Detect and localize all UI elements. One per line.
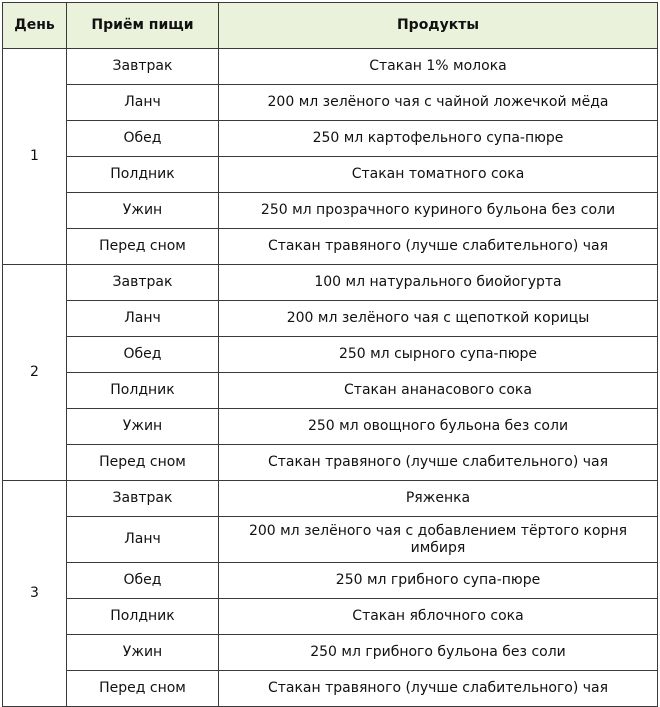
product-cell: Ряженка <box>219 481 658 517</box>
product-cell: Стакан 1% молока <box>219 49 658 85</box>
table-row <box>3 337 658 373</box>
product-cell: 250 мл картофельного супа-пюре <box>219 121 658 157</box>
product-cell: 250 мл прозрачного куриного бульона без соли <box>219 193 658 229</box>
table-row <box>3 49 658 85</box>
meal-cell: Перед сном <box>67 229 219 265</box>
day-cell: 2 <box>3 265 67 481</box>
table-row <box>3 373 658 409</box>
product-cell: 250 мл сырного супа-пюре <box>219 337 658 373</box>
meal-cell: Ужин <box>67 635 219 671</box>
product-cell: 250 мл овощного бульона без соли <box>219 409 658 445</box>
product-cell: Стакан травяного (лучше слабительного) чая <box>219 229 658 265</box>
meal-cell: Обед <box>67 563 219 599</box>
product-cell: 200 мл зелёного чая с щепоткой корицы <box>219 301 658 337</box>
header-products: Продукты <box>219 3 658 49</box>
meal-cell: Завтрак <box>67 481 219 517</box>
table-row <box>3 85 658 121</box>
product-cell: Стакан яблочного сока <box>219 599 658 635</box>
product-cell: 250 мл грибного супа-пюре <box>219 563 658 599</box>
meal-cell: Перед сном <box>67 445 219 481</box>
day-cell: 3 <box>3 481 67 707</box>
table-row <box>3 409 658 445</box>
meal-cell: Ужин <box>67 193 219 229</box>
product-cell: Стакан травяного (лучше слабительного) чая <box>219 671 658 707</box>
table-header <box>3 3 658 49</box>
table-row <box>3 265 658 301</box>
product-cell: 100 мл натурального биойогурта <box>219 265 658 301</box>
table-row <box>3 157 658 193</box>
product-cell: Стакан томатного сока <box>219 157 658 193</box>
table-row <box>3 517 658 563</box>
header-day: День <box>3 3 67 49</box>
meal-cell: Завтрак <box>67 49 219 85</box>
product-cell: 250 мл грибного бульона без соли <box>219 635 658 671</box>
meal-cell: Полдник <box>67 157 219 193</box>
meal-cell: Ланч <box>67 517 219 563</box>
header-meal: Приём пищи <box>67 3 219 49</box>
table-row <box>3 635 658 671</box>
meal-cell: Обед <box>67 121 219 157</box>
meal-cell: Обед <box>67 337 219 373</box>
meal-cell: Перед сном <box>67 671 219 707</box>
table-row <box>3 445 658 481</box>
table-row <box>3 671 658 707</box>
table-body <box>3 49 658 707</box>
meal-cell: Ланч <box>67 85 219 121</box>
meal-cell: Ланч <box>67 301 219 337</box>
table-row <box>3 121 658 157</box>
table-row <box>3 563 658 599</box>
product-cell: 200 мл зелёного чая с добавлением тёртого корня имбиря <box>219 517 658 563</box>
product-cell: 200 мл зелёного чая с чайной ложечкой мёда <box>219 85 658 121</box>
meal-cell: Ужин <box>67 409 219 445</box>
product-cell: Стакан ананасового сока <box>219 373 658 409</box>
table-row <box>3 229 658 265</box>
meal-cell: Завтрак <box>67 265 219 301</box>
product-cell: Стакан травяного (лучше слабительного) чая <box>219 445 658 481</box>
table-row <box>3 193 658 229</box>
table-row <box>3 481 658 517</box>
meal-cell: Полдник <box>67 599 219 635</box>
table-row <box>3 301 658 337</box>
header-row <box>3 3 658 49</box>
meal-cell: Полдник <box>67 373 219 409</box>
diet-table <box>2 2 658 707</box>
day-cell: 1 <box>3 49 67 265</box>
table-row <box>3 599 658 635</box>
